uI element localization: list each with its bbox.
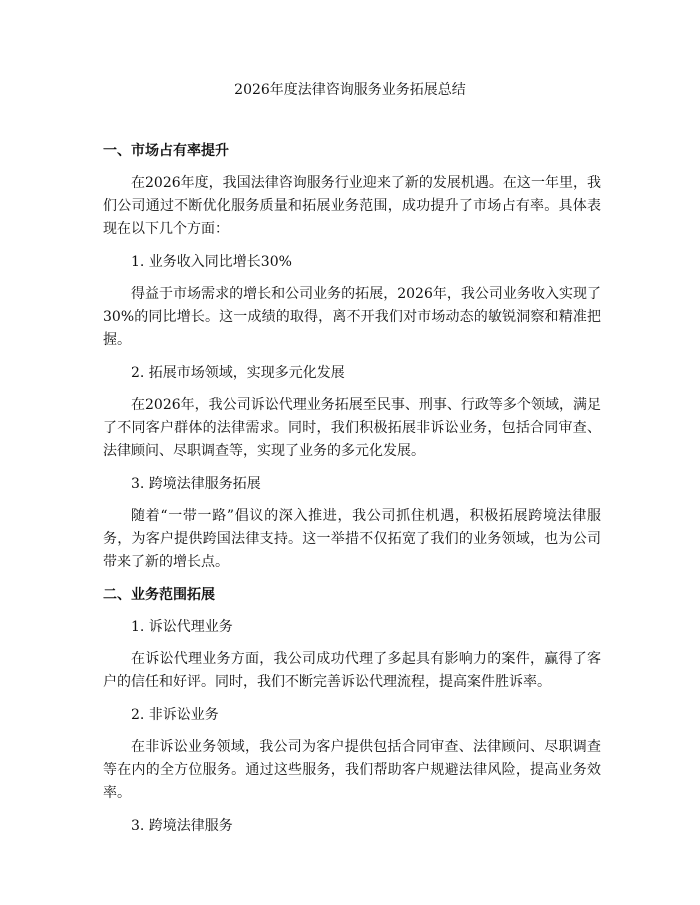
subsection-paragraph-market-expansion: 在2026年，我公司诉讼代理业务拓展至民事、刑事、行政等多个领域，满足了不同客户群体的法律需求。同时，我们积极拓展非诉讼业务，包括合同审查、法律顾问、尽职调查等，实现了业务的多元化发展。 bbox=[103, 397, 601, 459]
subsection-title-cross-border-services: 3. 跨境法律服务 bbox=[131, 818, 233, 834]
subsection-title-cross-border: 3. 跨境法律服务拓展 bbox=[131, 476, 261, 492]
subsection-title-non-litigation: 2. 非诉讼业务 bbox=[131, 707, 219, 723]
subsection-title-litigation: 1. 诉讼代理业务 bbox=[131, 619, 233, 635]
subsection-paragraph-revenue-growth: 得益于市场需求的增长和公司业务的拓展，2026年，我公司业务收入实现了30%的同比增长。这一成绩的取得，离不开我们对市场动态的敏锐洞察和精准把握。 bbox=[103, 286, 601, 348]
document-title: 2026年度法律咨询服务业务拓展总结 bbox=[234, 82, 466, 98]
subsection-title-market-expansion: 2. 拓展市场领域，实现多元化发展 bbox=[131, 365, 345, 381]
section-intro-paragraph: 在2026年度，我国法律咨询服务行业迎来了新的发展机遇。在这一年里，我们公司通过不断优化服务质量和拓展业务范围，成功提升了市场占有率。具体表现在以下几个方面： bbox=[103, 175, 601, 237]
document-body bbox=[103, 140, 601, 847]
section-heading-business-scope: 二、业务范围拓展 bbox=[103, 587, 215, 603]
subsection-paragraph-litigation: 在诉讼代理业务方面，我公司成功代理了多起具有影响力的案件，赢得了客户的信任和好评。同时，我们不断完善诉讼代理流程，提高案件胜诉率。 bbox=[103, 651, 601, 690]
subsection-paragraph-cross-border: 随着“一带一路”倡议的深入推进，我公司抓住机遇，积极拓展跨境法律服务，为客户提供跨国法律支持。这一举措不仅拓宽了我们的业务领域，也为公司带来了新的增长点。 bbox=[103, 508, 601, 570]
section-heading-market-share: 一、市场占有率提升 bbox=[103, 143, 229, 159]
subsection-paragraph-non-litigation: 在非诉讼业务领域，我公司为客户提供包括合同审查、法律顾问、尽职调查等在内的全方位服务。通过这些服务，我们帮助客户规避法律风险，提高业务效率。 bbox=[103, 739, 601, 801]
subsection-title-revenue-growth: 1. 业务收入同比增长30% bbox=[131, 254, 292, 270]
